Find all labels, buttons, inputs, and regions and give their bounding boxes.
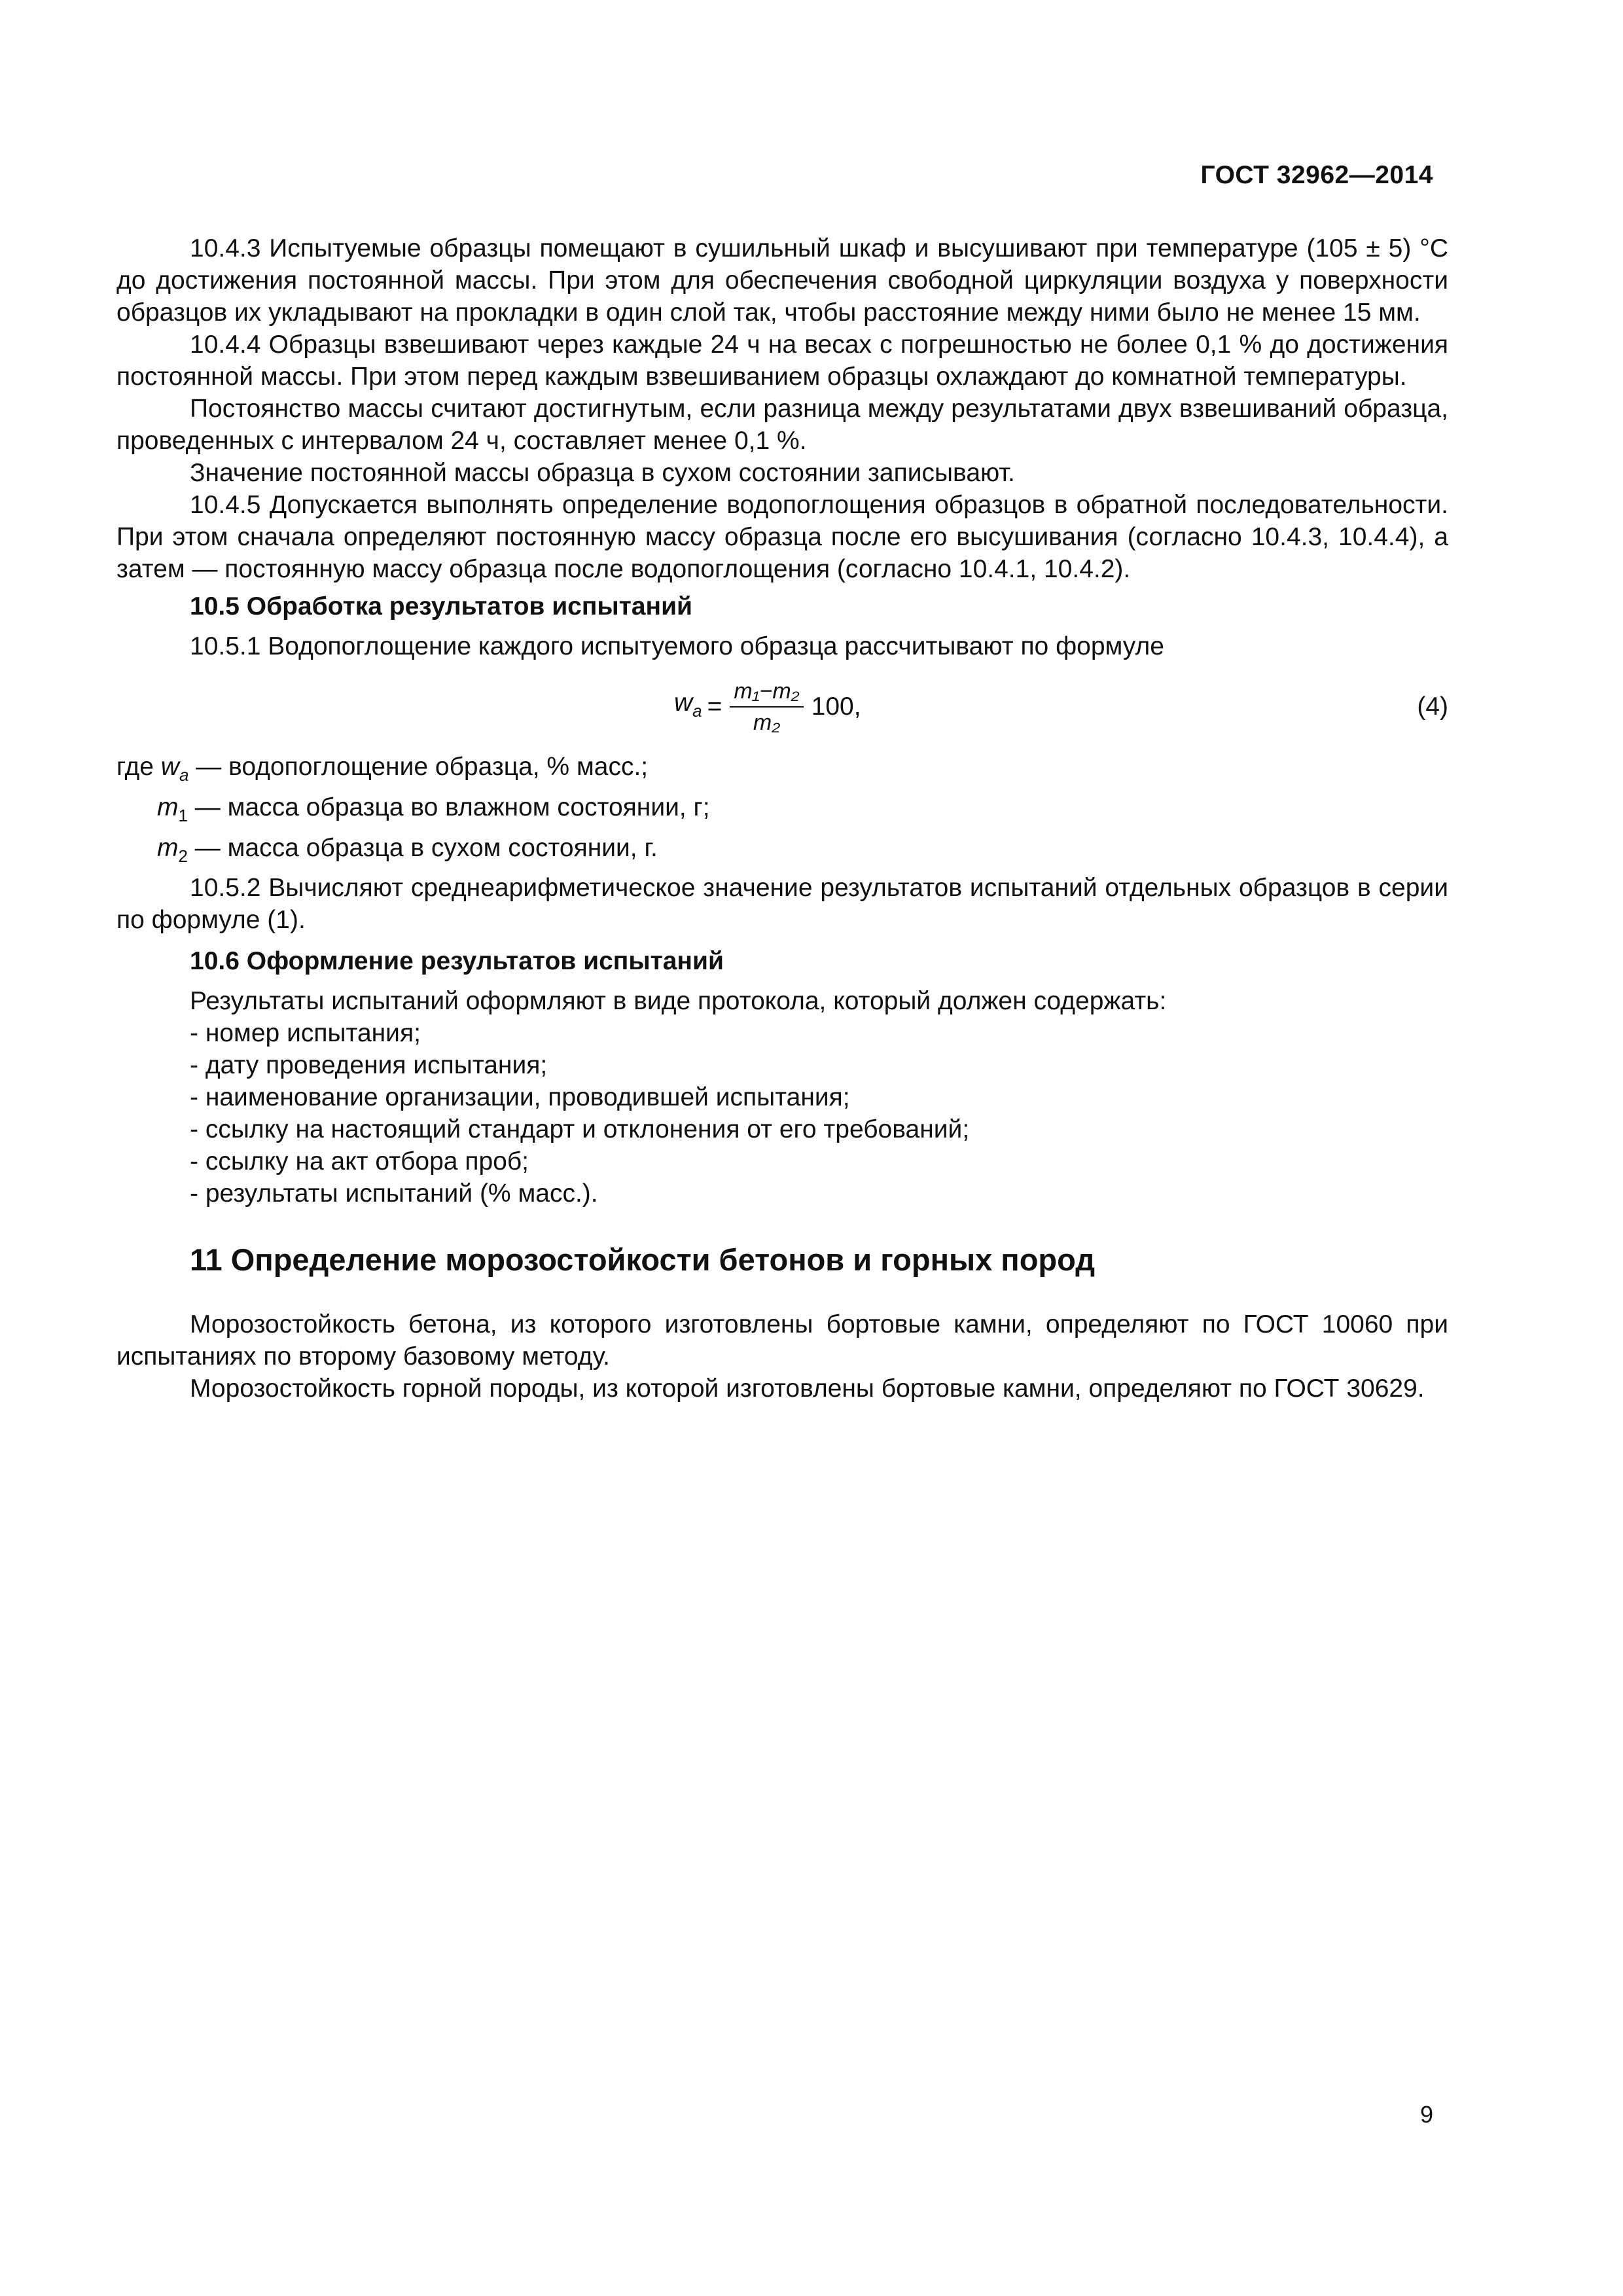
paragraph-10-4-3: 10.4.3 Испытуемые образцы помещают в сушильный шкаф и высушивают при температуре (105 ± 5) °С до достижения постоянной массы. При этом для обеспечения свободной циркуляции воздуха у поверхности образцов их укладывают на прокладки в один слой так, чтобы расстояние между ними было не менее 15 мм.: [116, 234, 1448, 327]
formula-fraction: [730, 676, 803, 738]
formula-lhs: $w_a$: [674, 688, 702, 721]
paragraph-11-concrete: Морозостойкость бетона, из которого изготовлены бортовые камни, определяют по ГОСТ 10060 при испытаниях по второму базовому методу.: [116, 1310, 1448, 1371]
section-10-6-heading: 10.6 Оформление результатов испытаний: [190, 947, 724, 976]
formula-number: (4): [1417, 692, 1448, 721]
paragraph-10-5-2: 10.5.2 Вычисляют среднеарифметическое значение результатов испытаний отдельных образцов в серии по формуле (1).: [116, 874, 1448, 935]
list-item: - ссылку на настоящий стандарт и отклонения от его требований;: [190, 1115, 970, 1144]
definition-m2: $m_2$ — масса образца в сухом состоянии, г.: [157, 833, 658, 866]
formula-block: [116, 669, 1448, 744]
list-intro: Результаты испытаний оформляют в виде протокола, который должен содержать:: [190, 987, 1167, 1016]
results-list: [190, 985, 1448, 1210]
paragraph-10-5-1: 10.5.1 Водопоглощение каждого испытуемого образца рассчитывают по формуле: [190, 632, 1164, 660]
paragraph-10-4-5: 10.4.5 Допускается выполнять определение водопоглощения образцов в обратной последовательности. При этом сначала определяют постоянную массу образца после его высушивания (согласно 10.4.3, 10.4.4), а затем — постоянную массу образца после водопоглощения (согласно 10.4.1, 10.4.2).: [116, 491, 1448, 583]
page-number: 9: [1419, 2101, 1433, 2128]
definitions: [116, 751, 1448, 872]
list-item: - номер испытания;: [190, 1019, 421, 1048]
formula-denominator: m₂: [753, 709, 781, 735]
paragraph-11-rock: Морозостойкость горной породы, из которой изготовлены бортовые камни, определяют по ГОСТ 30629.: [190, 1374, 1425, 1403]
page-content: [116, 232, 1448, 1405]
formula: [674, 669, 861, 744]
list-item: - наименование организации, проводившей испытания;: [190, 1083, 850, 1112]
section-10-5-heading: 10.5 Обработка результатов испытаний: [190, 592, 693, 620]
list-item: - дату проведения испытания;: [190, 1051, 548, 1080]
section-11-heading: 11 Определение морозостойкости бетонов и горных пород: [190, 1242, 1096, 1278]
formula-equals: =: [707, 692, 722, 721]
paragraph-constancy: Постоянство массы считают достигнутым, если разница между результатами двух взвешиваний образца, проведенных с интервалом 24 ч, составляет менее 0,1 %.: [116, 395, 1448, 455]
list-item: - ссылку на акт отбора проб;: [190, 1147, 529, 1176]
list-item: - результаты испытаний (% масс.).: [190, 1179, 598, 1208]
definition-m1: $m_1$ — масса образца во влажном состоянии, г;: [157, 793, 710, 825]
document-header: ГОСТ 32962—2014: [1200, 161, 1433, 189]
paragraph-record: Значение постоянной массы образца в сухом состоянии записывают.: [190, 459, 1015, 487]
formula-numerator: m₁−m₂: [730, 676, 803, 708]
definition-wa: где $w_a$ — водопоглощение образца, % масс.;: [116, 753, 649, 785]
formula-factor: 100,: [811, 692, 861, 721]
paragraph-10-4-4: 10.4.4 Образцы взвешивают через каждые 24 ч на весах с погрешностью не более 0,1 % до достижения постоянной массы. При этом перед каждым взвешиванием образцы охлаждают до комнатной температуры.: [116, 331, 1448, 391]
